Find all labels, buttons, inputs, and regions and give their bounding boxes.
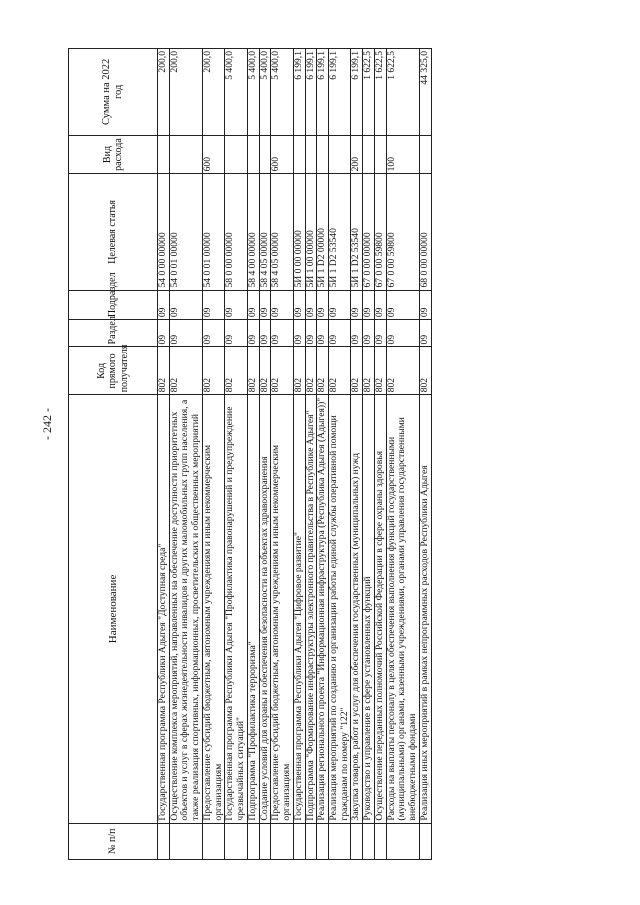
cell-sum: 5 400,0: [259, 49, 271, 136]
header-subsection: Подраздел: [69, 290, 158, 320]
cell-num: [305, 823, 317, 859]
cell-target: 5И 1 D2 53540: [329, 174, 351, 290]
cell-name: Государственная программа Республики Адыгея "Профилактика правонарушений и предупреждение чрезвычайных ситуаций": [225, 395, 247, 823]
cell-code: 802: [247, 347, 259, 395]
cell-expense: [329, 135, 351, 174]
cell-subsection: 09: [247, 290, 259, 320]
cell-code: 802: [305, 347, 317, 395]
cell-sum: 200,0: [202, 49, 224, 136]
cell-subsection: 09: [293, 290, 305, 320]
cell-num: [169, 823, 202, 859]
cell-num: [317, 823, 329, 859]
header-code: Код прямого получателя: [69, 347, 158, 395]
cell-expense: [158, 135, 170, 174]
cell-subsection: 09: [317, 290, 329, 320]
cell-name: Осуществление комплекса мероприятий, направленных на обеспечение доступности приоритетных объектов и услуг в сферах жизнедеятельности инвалидов и других маломобильных групп населения, а также реализация спортивных, информационных, просветительских и общественных мероприятий: [169, 395, 202, 823]
table-row: [259, 49, 271, 860]
cell-section: 09: [419, 320, 431, 347]
cell-target: 5И 1 D2 00000: [317, 174, 329, 290]
cell-num: [225, 823, 247, 859]
cell-subsection: 09: [386, 290, 419, 320]
table-row: [363, 49, 375, 860]
cell-num: [271, 823, 293, 859]
table-body: [158, 49, 432, 860]
table-header-row: [69, 49, 158, 860]
cell-target: 67 0 00 59800: [386, 174, 419, 290]
cell-section: 09: [329, 320, 351, 347]
cell-sum: 6 199,1: [293, 49, 305, 136]
cell-name: Предоставление субсидий бюджетным, автономным учреждениям и иным некоммерческим организациям: [271, 395, 293, 823]
header-name: Наименование: [69, 395, 158, 823]
page-number: - 242 -: [40, 408, 54, 440]
table-row: [351, 49, 363, 860]
cell-target: 5И 0 00 00000: [293, 174, 305, 290]
cell-code: 802: [363, 347, 375, 395]
cell-name: Осуществление переданных полномочий Российской Федерации в сфере охраны здоровья: [374, 395, 386, 823]
cell-target: 68 0 00 00000: [419, 174, 431, 290]
cell-num: [259, 823, 271, 859]
header-expense: Вид расхода: [69, 135, 158, 174]
cell-num: [247, 823, 259, 859]
cell-expense: [363, 135, 375, 174]
cell-sum: 200,0: [158, 49, 170, 136]
cell-name: Создание условий для охраны и обеспечения безопасности на объектах здравоохранения: [259, 395, 271, 823]
cell-sum: 6 199,1: [351, 49, 363, 136]
cell-target: 58 4 05 00000: [271, 174, 293, 290]
table-row: [293, 49, 305, 860]
cell-sum: 1 622,5: [363, 49, 375, 136]
cell-name: Предоставление субсидий бюджетным, автономным учреждениям и иным некоммерческим организациям: [202, 395, 224, 823]
cell-sum: 5 400,0: [225, 49, 247, 136]
table-row: [419, 49, 431, 860]
cell-expense: [247, 135, 259, 174]
cell-expense: 600: [271, 135, 293, 174]
cell-expense: [419, 135, 431, 174]
table-row: [225, 49, 247, 860]
cell-sum: 5 400,0: [247, 49, 259, 136]
cell-sum: 5 400,0: [271, 49, 293, 136]
cell-name: Реализация регионального проекта "Информационная инфраструктура (Республика Адыгея (Адыгея))": [317, 395, 329, 823]
cell-code: 802: [317, 347, 329, 395]
cell-section: 09: [247, 320, 259, 347]
cell-name: Реализация мероприятий по созданию и организации работы единой службы оперативной помощи гражданам по номеру "122": [329, 395, 351, 823]
cell-name: Государственная программа Республики Адыгея "Цифровое развитие": [293, 395, 305, 823]
cell-section: 09: [169, 320, 202, 347]
cell-section: 09: [202, 320, 224, 347]
cell-num: [329, 823, 351, 859]
cell-section: 09: [293, 320, 305, 347]
cell-num: [386, 823, 419, 859]
cell-num: [202, 823, 224, 859]
cell-target: 58 0 00 00000: [225, 174, 247, 290]
cell-subsection: 09: [271, 290, 293, 320]
cell-num: [158, 823, 170, 859]
cell-target: 54 0 00 00000: [158, 174, 170, 290]
cell-section: 09: [305, 320, 317, 347]
cell-code: 802: [169, 347, 202, 395]
cell-section: 09: [271, 320, 293, 347]
header-sum: Сумма на 2022 год: [69, 49, 158, 136]
cell-expense: [305, 135, 317, 174]
cell-target: 58 4 00 00000: [247, 174, 259, 290]
cell-num: [363, 823, 375, 859]
cell-subsection: 09: [202, 290, 224, 320]
cell-num: [419, 823, 431, 859]
header-target: Целевая статья: [69, 174, 158, 290]
cell-expense: 100: [386, 135, 419, 174]
header-num: № п/п: [69, 823, 158, 859]
cell-name: Подпрограмма "Формирование инфраструктуры электронного правительства в Республике Адыгея": [305, 395, 317, 823]
table-row: [305, 49, 317, 860]
table-row: [169, 49, 202, 860]
cell-subsection: 09: [351, 290, 363, 320]
cell-sum: 44 325,0: [419, 49, 431, 136]
rotated-table-wrapper: [68, 48, 432, 860]
cell-target: 67 0 00 59800: [374, 174, 386, 290]
cell-name: Руководство и управление в сфере установленных функций: [363, 395, 375, 823]
cell-section: 09: [386, 320, 419, 347]
cell-name: Закупка товаров, работ и услуг для обеспечения государственных (муниципальных) нужд: [351, 395, 363, 823]
cell-num: [293, 823, 305, 859]
cell-subsection: 09: [225, 290, 247, 320]
cell-target: 54 0 01 00000: [169, 174, 202, 290]
cell-code: 802: [293, 347, 305, 395]
cell-subsection: 09: [419, 290, 431, 320]
cell-subsection: 09: [305, 290, 317, 320]
cell-expense: [317, 135, 329, 174]
table-row: [386, 49, 419, 860]
cell-subsection: 09: [363, 290, 375, 320]
cell-expense: [169, 135, 202, 174]
budget-table: [68, 48, 432, 860]
cell-expense: [259, 135, 271, 174]
cell-subsection: 09: [158, 290, 170, 320]
cell-subsection: 09: [329, 290, 351, 320]
cell-section: 09: [158, 320, 170, 347]
cell-expense: [225, 135, 247, 174]
table-row: [271, 49, 293, 860]
cell-code: 802: [419, 347, 431, 395]
cell-num: [374, 823, 386, 859]
cell-target: 5И 1 00 00000: [305, 174, 317, 290]
cell-subsection: 09: [374, 290, 386, 320]
cell-sum: 1 622,5: [386, 49, 419, 136]
cell-code: 802: [271, 347, 293, 395]
cell-section: 09: [317, 320, 329, 347]
cell-subsection: 09: [169, 290, 202, 320]
cell-code: 802: [202, 347, 224, 395]
cell-code: 802: [259, 347, 271, 395]
table-row: [158, 49, 170, 860]
cell-name: Расходы на выплаты персоналу в целях обеспечения выполнения функций государственными (муниципальными) органами, казенными учреждениями, органами управления государственными внебюджетными фондами: [386, 395, 419, 823]
cell-sum: 200,0: [169, 49, 202, 136]
cell-section: 09: [363, 320, 375, 347]
cell-num: [351, 823, 363, 859]
cell-code: 802: [386, 347, 419, 395]
cell-code: 802: [158, 347, 170, 395]
cell-target: 54 0 01 00000: [202, 174, 224, 290]
cell-expense: 200: [351, 135, 363, 174]
cell-sum: 6 199,1: [329, 49, 351, 136]
cell-expense: 600: [202, 135, 224, 174]
cell-name: Реализация иных мероприятий в рамках непрограммных расходов Республики Адыгея: [419, 395, 431, 823]
cell-section: 09: [351, 320, 363, 347]
cell-name: Подпрограмма "Профилактика терроризма": [247, 395, 259, 823]
cell-code: 802: [374, 347, 386, 395]
table-row: [374, 49, 386, 860]
cell-target: 5И 1 D2 53540: [351, 174, 363, 290]
cell-code: 802: [329, 347, 351, 395]
cell-section: 09: [374, 320, 386, 347]
cell-name: Государственная программа Республики Адыгея "Доступная среда": [158, 395, 170, 823]
cell-expense: [293, 135, 305, 174]
cell-code: 802: [351, 347, 363, 395]
cell-expense: [374, 135, 386, 174]
table-row: [247, 49, 259, 860]
table-row: [329, 49, 351, 860]
cell-sum: 6 199,1: [305, 49, 317, 136]
cell-target: 58 4 05 00000: [259, 174, 271, 290]
cell-code: 802: [225, 347, 247, 395]
cell-sum: 1 622,5: [374, 49, 386, 136]
header-section: Раздел: [69, 320, 158, 347]
table-row: [317, 49, 329, 860]
cell-section: 09: [259, 320, 271, 347]
cell-subsection: 09: [259, 290, 271, 320]
cell-sum: 6 199,1: [317, 49, 329, 136]
table-row: [202, 49, 224, 860]
cell-target: 67 0 00 00000: [363, 174, 375, 290]
cell-section: 09: [225, 320, 247, 347]
